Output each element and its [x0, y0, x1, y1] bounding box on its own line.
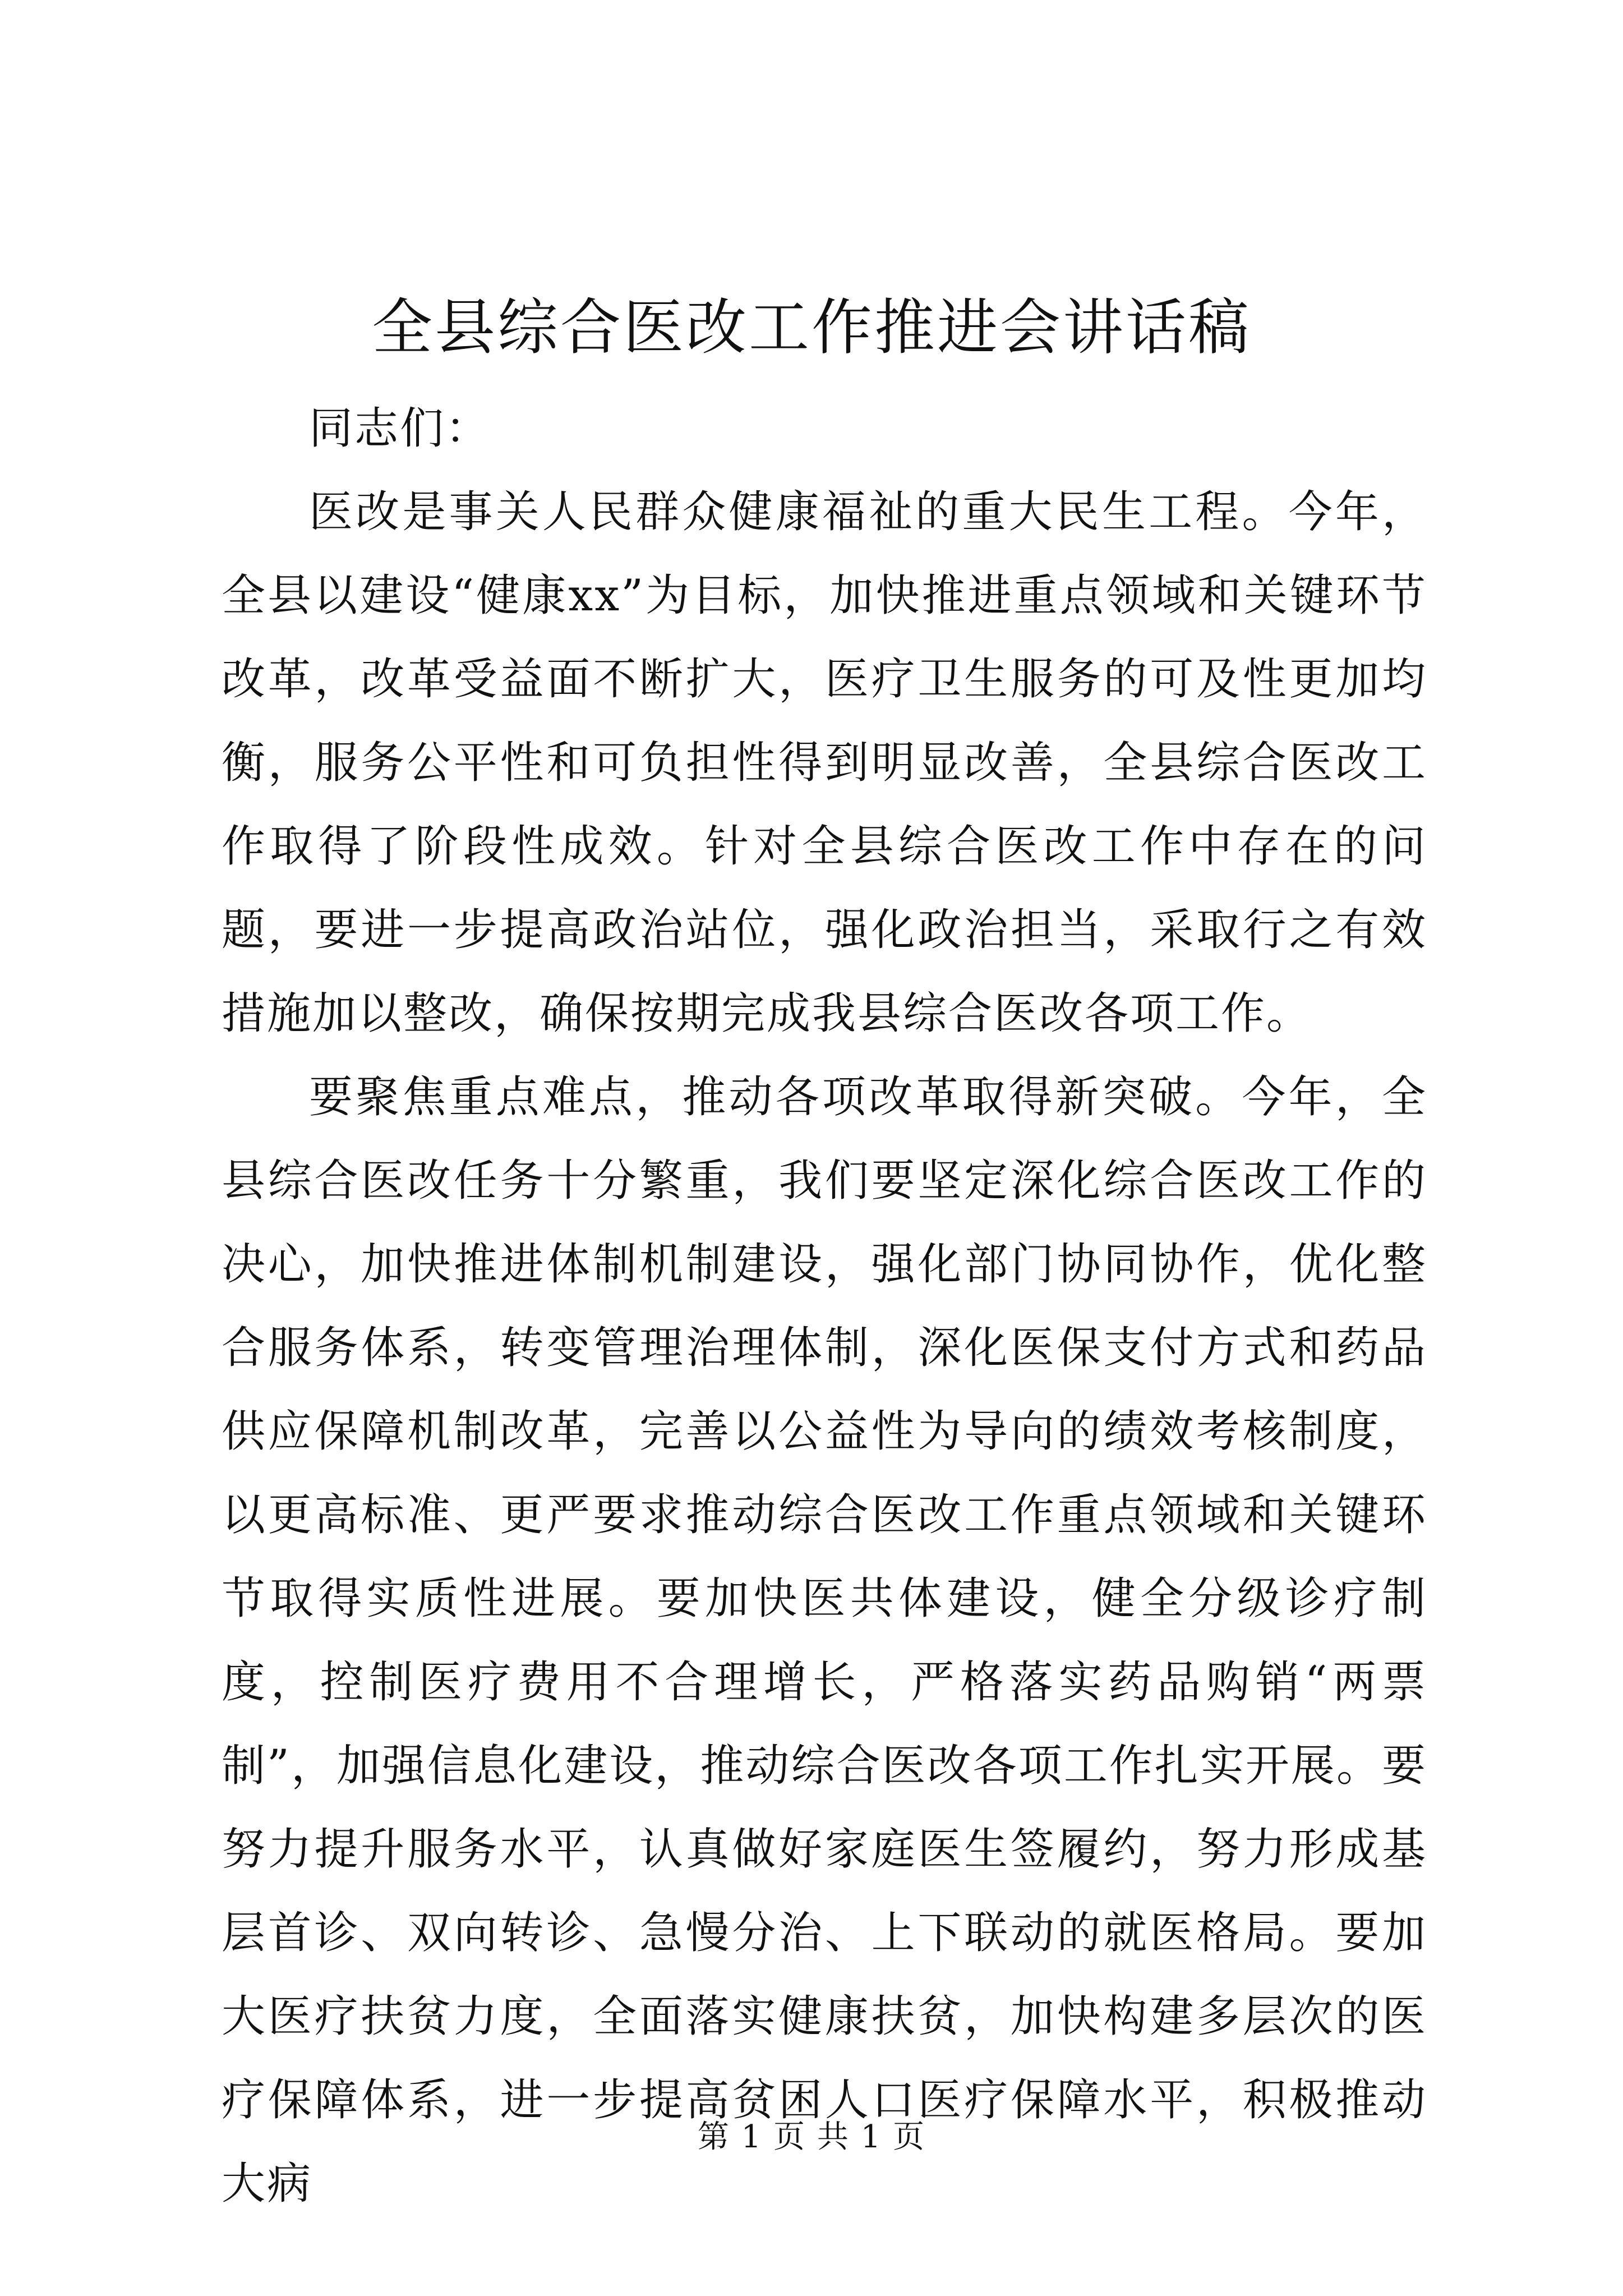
document-title: 全县综合医改工作推进会讲话稿	[371, 293, 1251, 363]
paragraph: 医改是事关人民群众健康福祉的重大民生工程。今年，全县以建设“健康xx”为目标，加快推进重点领域和关键环节改革，改革受益面不断扩大，医疗卫生服务的可及性更加均衡，服务公平性和可负担性得到明显改善，全县综合医改工作取得了阶段性成效。针对全县综合医改工作中存在的问题，要进一步提高政治站位，强化政治担当，采取行之有效措施加以整改，确保按期完成我县综合医改各项工作。	[222, 487, 1427, 1039]
salutation: 同志们：	[309, 403, 491, 454]
paragraph: 要聚焦重点难点，推动各项改革取得新突破。今年，全县综合医改任务十分繁重，我们要坚定深化综合医改工作的决心，加快推进体制机制建设，强化部门协同协作，优化整合服务体系，转变管理治理体制，深化医保支付方式和药品供应保障机制改革，完善以公益性为导向的绩效考核制度，以更高标准、更严要求推动综合医改工作重点领域和关键环节取得实质性进展。要加快医共体建设，健全分级诊疗制度，控制医疗费用不合理增长，严格落实药品购销“两票制”，加强信息化建设，推动综合医改各项工作扎实开展。要努力提升服务水平，认真做好家庭医生签履约，努力形成基层首诊、双向转诊、急慢分治、上下联动的就医格局。要加大医疗扶贫力度，全面落实健康扶贫，加快构建多层次的医疗保障体系，进一步提高贫困人口医疗保障水平，积极推动大病	[222, 1072, 1427, 2209]
page-footer: 第 1 页 共 1 页	[697, 2119, 926, 2155]
document-body	[222, 387, 1427, 2226]
